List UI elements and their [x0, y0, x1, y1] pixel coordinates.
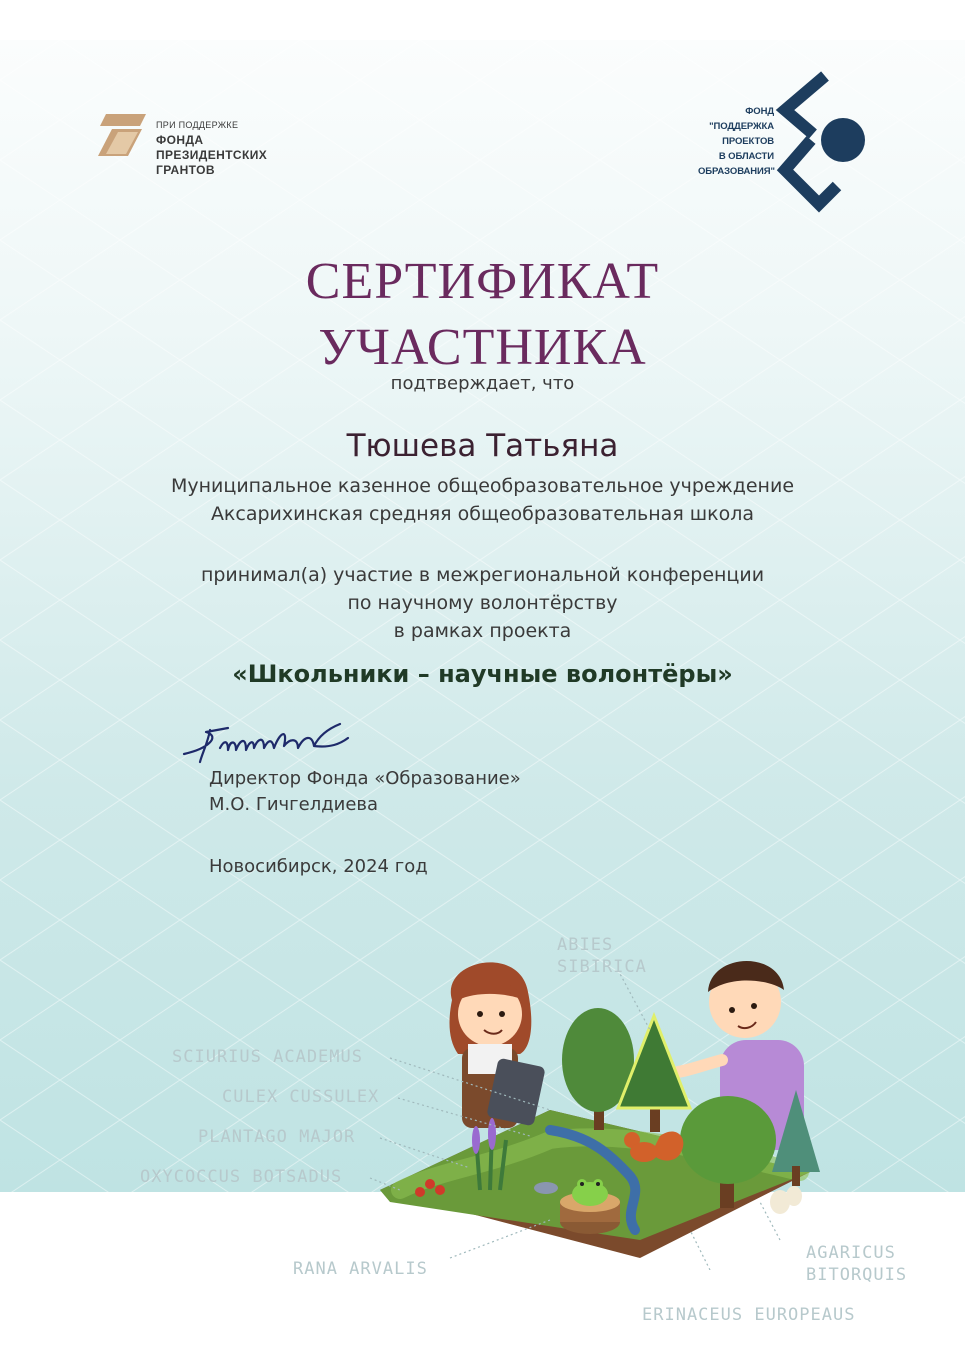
- label-sciurius: SCIURIUS ACADEMUS: [172, 1047, 363, 1067]
- label-erinaceus: ERINACEUS EUROPEAUS: [642, 1305, 856, 1325]
- presidential-grants-logo: [98, 112, 298, 182]
- nature-illustration: [360, 940, 830, 1270]
- presidential-grants-emblem-icon: [98, 112, 150, 160]
- label-oxycoccus: OXYCOCCUS BOTSADUS: [140, 1167, 343, 1187]
- fund-line5: ОБРАЗОВАНИЯ": [698, 166, 775, 177]
- fund-line3: ПРОЕКТОВ: [722, 136, 774, 147]
- label-rana: RANA ARVALIS: [293, 1259, 428, 1279]
- pfg-line2: ФОНДА: [156, 133, 204, 147]
- label-culex: CULEX CUSSULEX: [222, 1087, 380, 1107]
- education-fund-emblem-icon: [773, 70, 873, 215]
- fund-line4: В ОБЛАСТИ: [718, 151, 774, 162]
- participation-line2: по научному волонтёрству: [347, 592, 618, 614]
- participation-line1: принимал(а) участие в межрегиональной конференции: [200, 564, 765, 586]
- director-title: Директор Фонда «Образование»: [209, 768, 521, 789]
- fund-line2: "ПОДДЕРЖКА: [709, 121, 774, 132]
- fund-line1: ФОНД: [745, 106, 774, 117]
- certificate-title-line2: УЧАСТНИКА: [318, 319, 647, 376]
- label-agaricus-1: AGARICUS: [806, 1243, 896, 1263]
- organization-line2: Аксарихинская средняя общеобразовательная школа: [210, 503, 755, 525]
- pfg-line3: ПРЕЗИДЕНТСКИХ: [156, 148, 268, 162]
- label-abies-1: ABIES: [557, 935, 614, 955]
- organization-line1: Муниципальное казенное общеобразовательное учреждение: [170, 475, 795, 497]
- participation-line3: в рамках проекта: [393, 620, 572, 642]
- pfg-line4: ГРАНТОВ: [156, 163, 215, 177]
- label-agaricus-2: BITORQUIS: [806, 1265, 908, 1285]
- certificate-title-line1: СЕРТИФИКАТ: [305, 253, 660, 310]
- project-name: «Школьники – научные волонтёры»: [232, 660, 733, 688]
- handwritten-signature: [180, 718, 360, 768]
- pfg-line1: ПРИ ПОДДЕРЖКЕ: [156, 120, 239, 130]
- confirms-text: подтверждает, что: [390, 373, 575, 394]
- label-plantago: PLANTAGO MAJOR: [198, 1127, 356, 1147]
- girl-with-tablet: [450, 962, 546, 1128]
- place-year: Новосибирск, 2024 год: [209, 856, 428, 877]
- participant-name: Тюшева Татьяна: [346, 428, 619, 464]
- education-fund-logo: [698, 70, 878, 215]
- director-name: М.О. Гичгелдиева: [209, 794, 379, 815]
- label-abies-2: SIBIRICA: [557, 957, 647, 977]
